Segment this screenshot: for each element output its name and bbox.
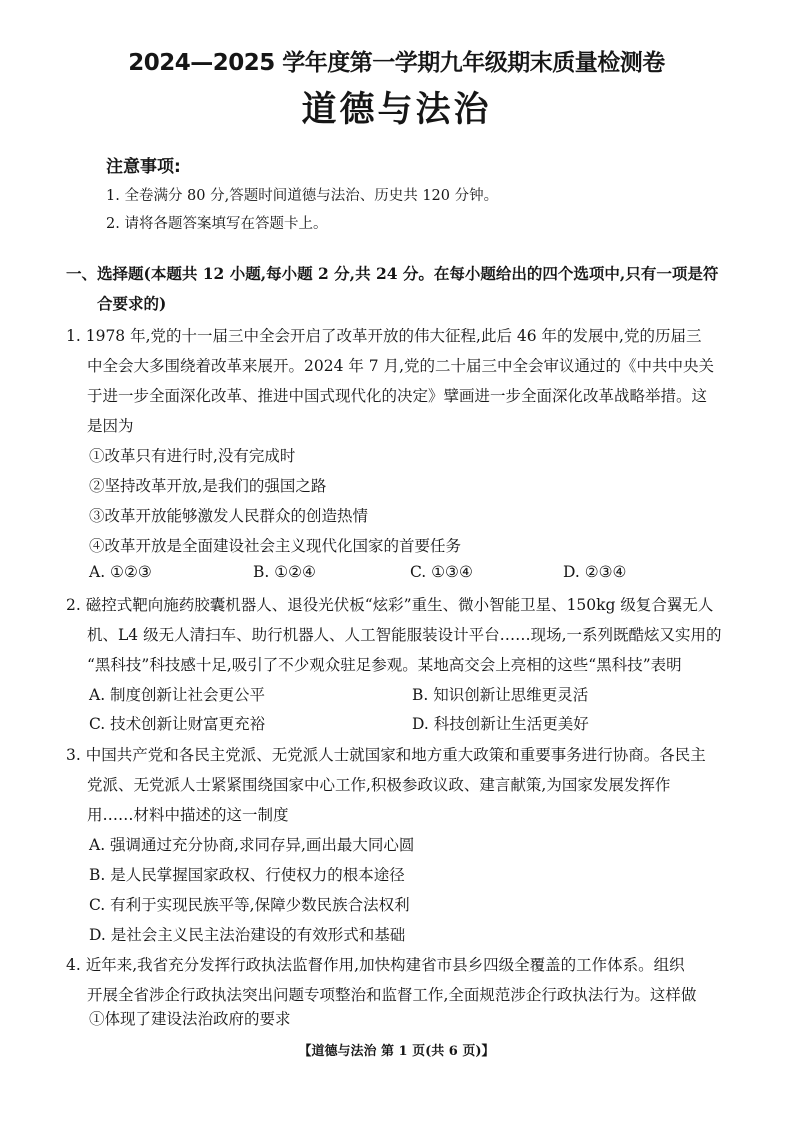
notice-item: 1. 全卷满分 80 分,答题时间道德与法治、历史共 120 分钟。 (106, 188, 499, 204)
option-c: C. 有利于实现民族平等,保障少数民族合法权利 (89, 896, 410, 914)
option-d: D. ②③④ (563, 563, 627, 581)
option-d: D. 是社会主义民主法治建设的有效形式和基础 (89, 926, 406, 944)
option-b: B. ①②④ (253, 563, 316, 581)
section-heading: 一、选择题(本题共 12 小题,每小题 2 分,共 24 分。在每小题给出的四个选项中,只有一项是符 (66, 264, 719, 283)
notice-heading: 注意事项: (106, 157, 181, 177)
statement: ③改革开放能够激发人民群众的创造热情 (89, 507, 369, 525)
question-stem-line: 于进一步全面深化改革、推进中国式现代化的决定》擘画进一步全面深化改革战略举措。这 (87, 387, 708, 405)
subject-title: 道德与法治 (301, 90, 492, 130)
option-a: A. 强调通过充分协商,求同存异,画出最大同心圆 (89, 836, 415, 854)
exam-title: 2024—2025 学年度第一学期九年级期末质量检测卷 (128, 50, 665, 76)
question-stem-line: 中全会大多围绕着改革来展开。2024 年 7 月,党的二十届三中全会审议通过的《中共中央关 (87, 357, 715, 375)
option-b: B. 知识创新让思维更灵活 (412, 686, 589, 704)
question-stem-line: 开展全省涉企行政执法突出问题专项整治和监督工作,全面规范涉企行政执法行为。这样做 (87, 986, 697, 1004)
statement: ④改革开放是全面建设社会主义现代化国家的首要任务 (89, 537, 462, 555)
question-stem-line: 机、L4 级无人清扫车、助行机器人、人工智能服装设计平台……现场,一系列既酷炫又实用的 (87, 626, 722, 644)
statement: ①体现了建设法治政府的要求 (89, 1010, 291, 1028)
question-stem-line: 3. 中国共产党和各民主党派、无党派人士就国家和地方重大政策和重要事务进行协商。各民主 (66, 746, 706, 764)
statement: ②坚持改革开放,是我们的强国之路 (89, 477, 327, 495)
notice-item: 2. 请将各题答案填写在答题卡上。 (106, 216, 328, 232)
section-heading-cont: 合要求的) (97, 294, 167, 313)
question-stem-line: 1. 1978 年,党的十一届三中全会开启了改革开放的伟大征程,此后 46 年的发展中,党的历届三 (66, 327, 702, 345)
page-footer: 【道德与法治 第 1 页(共 6 页)】 (298, 1044, 495, 1059)
option-b: B. 是人民掌握国家政权、行使权力的根本途径 (89, 866, 405, 884)
question-stem-line: 2. 磁控式靶向施药胶囊机器人、退役光伏板“炫彩”重生、微小智能卫星、150kg 级复合翼无人 (66, 596, 714, 614)
option-a: A. ①②③ (89, 563, 152, 581)
question-stem-line: 党派、无党派人士紧紧围绕国家中心工作,积极参政议政、建言献策,为国家发展发挥作 (87, 776, 671, 794)
question-stem-line: 用……材料中描述的这一制度 (87, 806, 289, 824)
option-a: A. 制度创新让社会更公平 (89, 686, 266, 704)
statement: ①改革只有进行时,没有完成时 (89, 447, 296, 465)
question-stem-line: “黑科技”科技感十足,吸引了不少观众驻足参观。某地高交会上亮相的这些“黑科技”表明 (87, 656, 682, 674)
option-d: D. 科技创新让生活更美好 (412, 715, 589, 733)
question-stem-line: 是因为 (87, 417, 134, 435)
option-c: C. 技术创新让财富更充裕 (89, 715, 266, 733)
question-stem-line: 4. 近年来,我省充分发挥行政执法监督作用,加快构建省市县乡四级全覆盖的工作体系。组织 (66, 956, 685, 974)
option-c: C. ①③④ (410, 563, 473, 581)
